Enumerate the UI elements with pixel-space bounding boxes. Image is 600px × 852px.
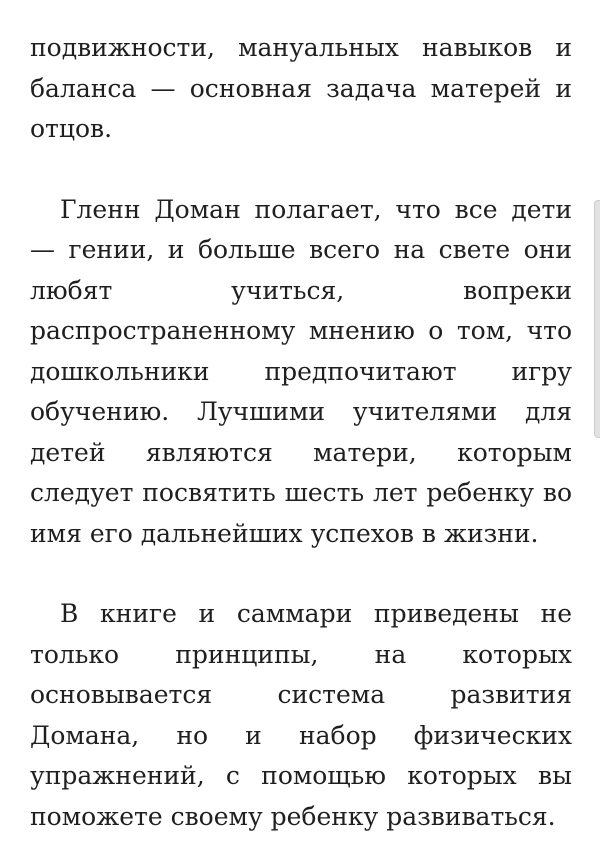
paragraph-1: подвижности, мануальных навыков и баланса — основная задача матерей и отцов.	[30, 33, 572, 143]
paragraph-2: Гленн Доман полагает, что все дети — гении, и больше всего на свете они любят учиться, вопреки распространенному мнению о том, что дошкольники предпочитают игру обучению. Лучшими учителями для детей являются матери, которым следует посвятить шесть лет ребенку во имя его дальнейших успехов в жизни.	[30, 194, 572, 548]
reader-content	[30, 28, 572, 837]
paragraph-3: В книге и саммари приведены не только принципы, на которых основывается система развития Домана, но и набор физических упражнений, с помощью которых вы поможете своему ребенку развиваться.	[30, 599, 572, 831]
scrollbar-handle[interactable]	[594, 200, 600, 438]
